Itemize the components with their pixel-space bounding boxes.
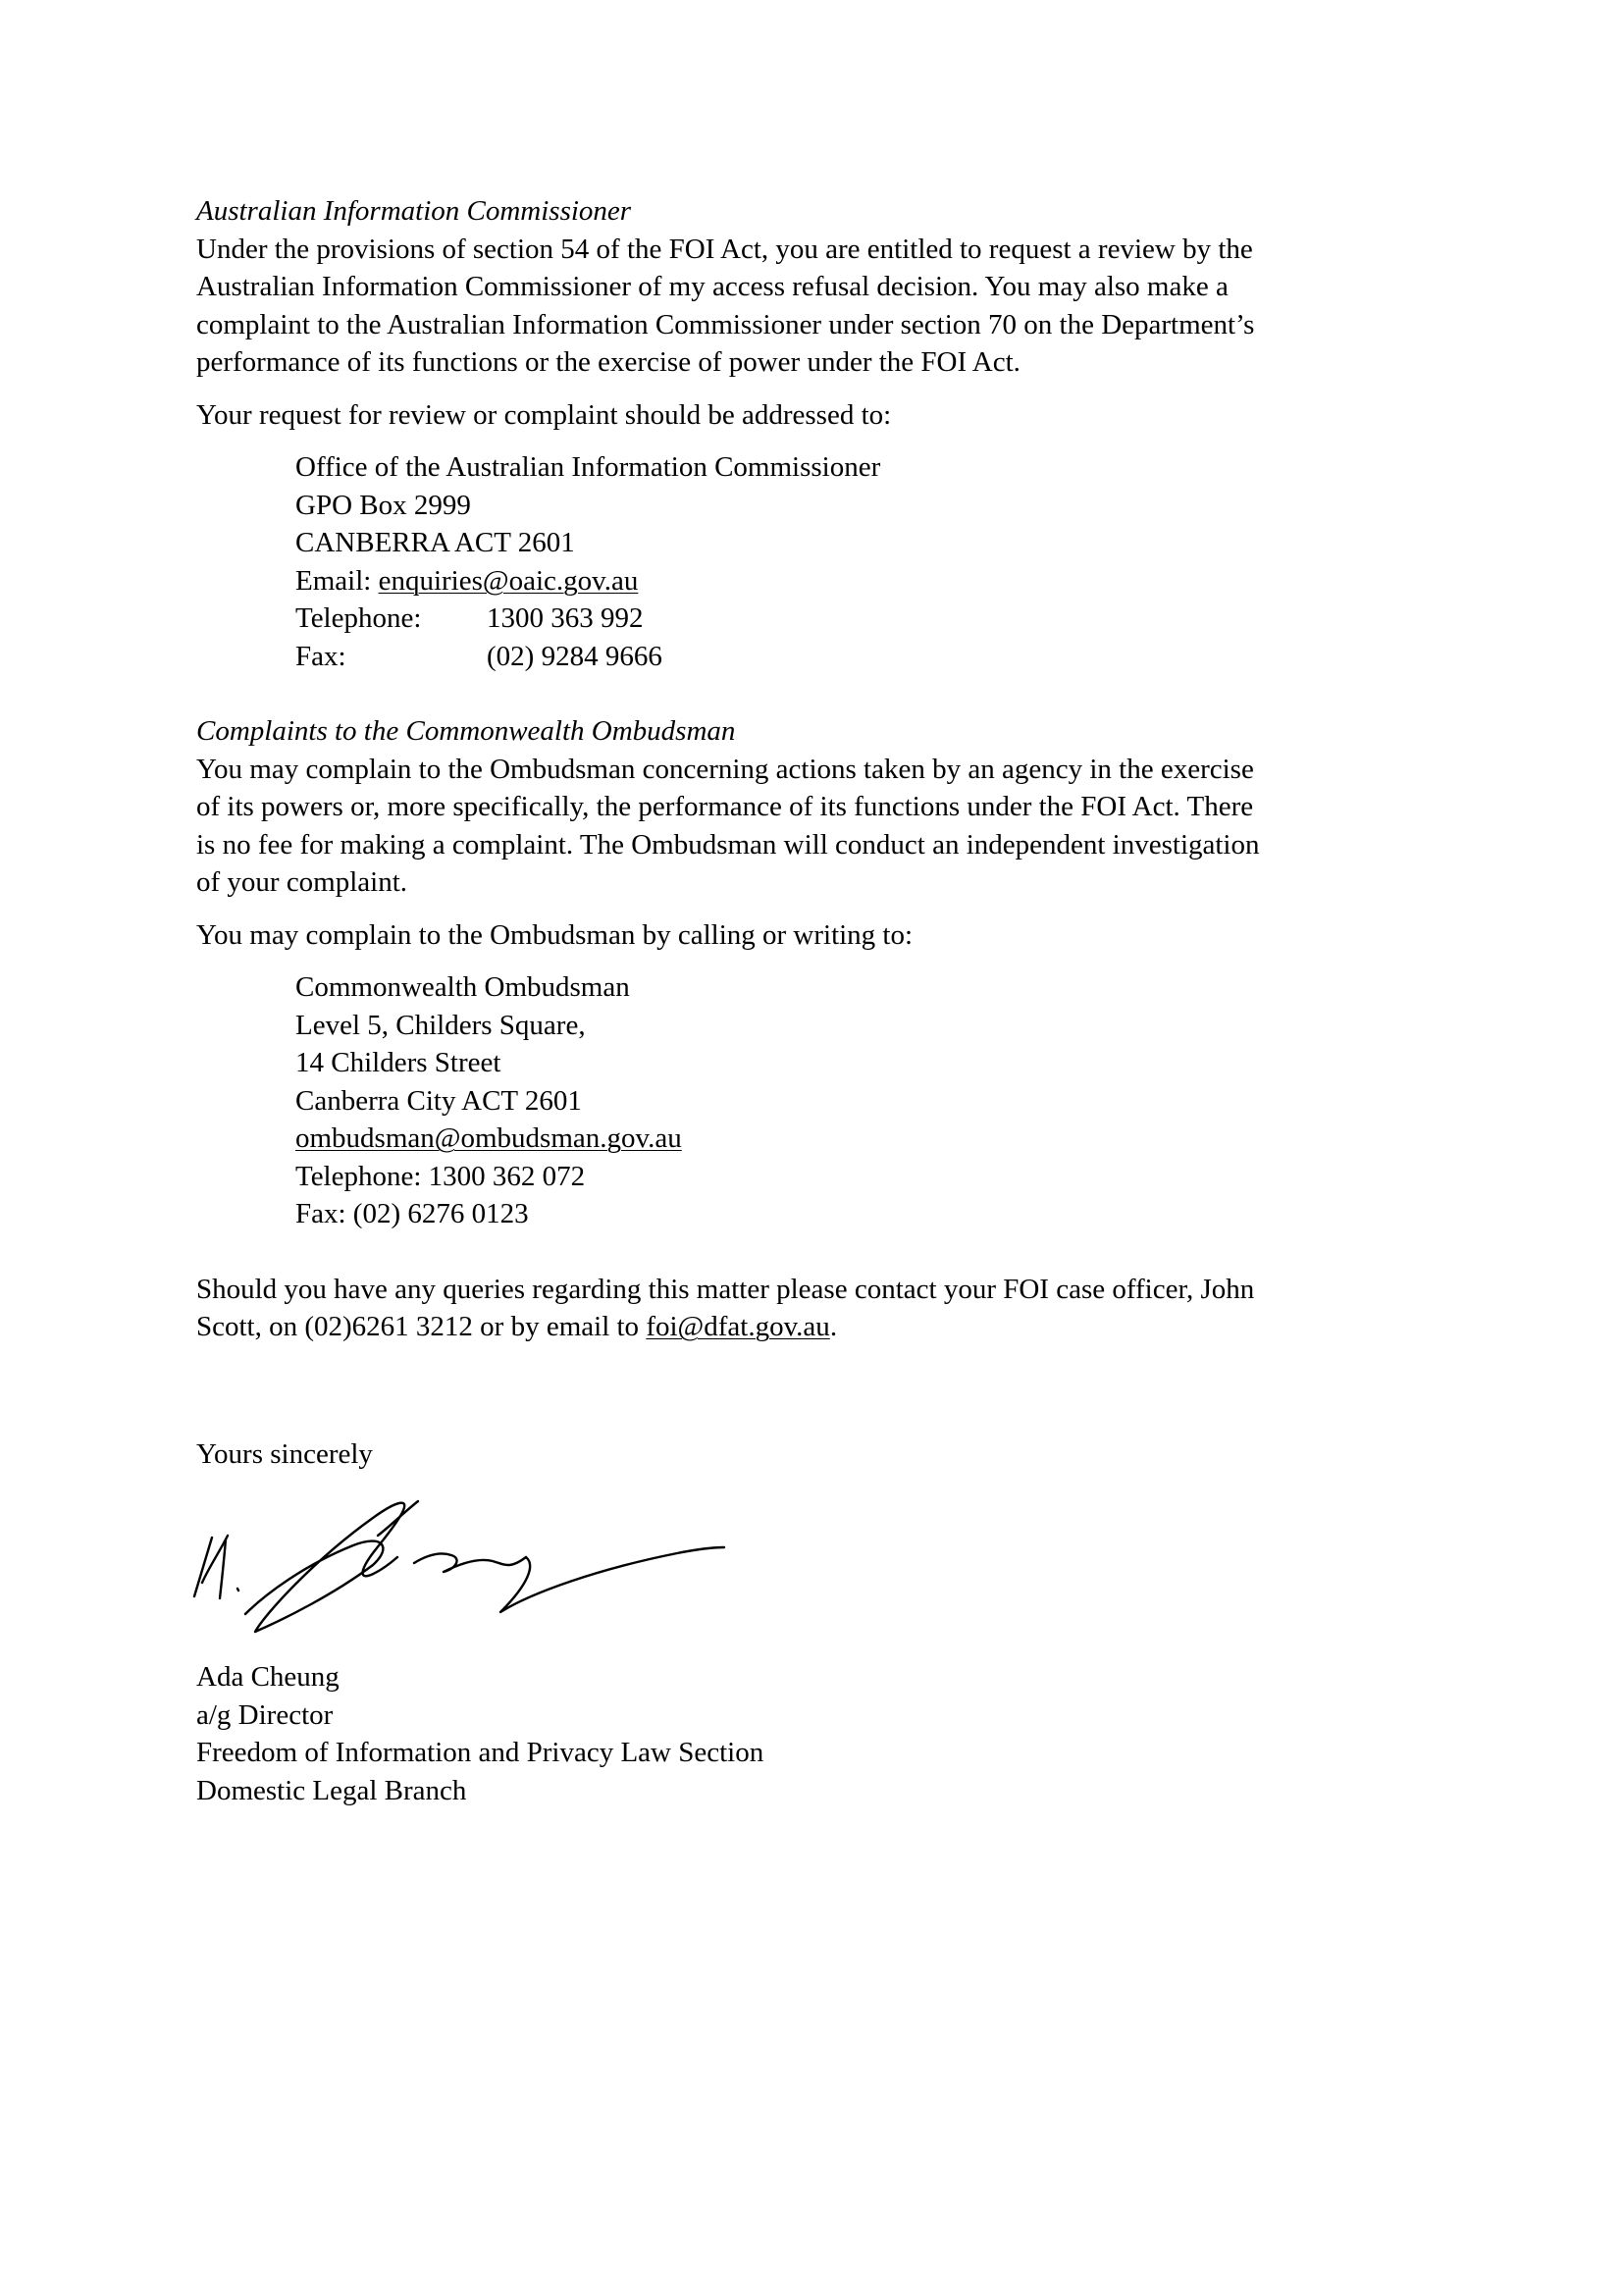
salutation: Yours sincerely	[196, 1438, 373, 1470]
queries-suffix: .	[829, 1311, 838, 1342]
oaic-line: Under the provisions of section 54 of the FOI Act, you are entitled to request a review by the	[196, 233, 1253, 265]
signatory-block	[196, 1658, 1079, 1809]
handwritten-signature	[186, 1467, 814, 1653]
signatory-branch: Domestic Legal Branch	[196, 1774, 467, 1806]
oaic-fax-row	[295, 638, 1452, 676]
ombudsman-line: is no fee for making a complaint. The Ombudsman will conduct an independent investigation	[196, 828, 1260, 861]
oaic-fax-label: Fax:	[295, 640, 346, 672]
oaic-line: performance of its functions or the exercise of power under the FOI Act.	[196, 346, 1021, 378]
signatory-section: Freedom of Information and Privacy Law Section	[196, 1737, 764, 1768]
oaic-email-label: Email:	[295, 564, 372, 597]
signatory-title: a/g Director	[196, 1698, 334, 1731]
ombudsman-org: Commonwealth Ombudsman	[295, 971, 630, 1003]
oaic-address-intro: Your request for review or complaint should be addressed to:	[196, 398, 892, 431]
oaic-box: GPO Box 2999	[295, 489, 471, 521]
queries-paragraph	[196, 1271, 1452, 1346]
ombudsman-line2: 14 Childers Street	[295, 1047, 501, 1078]
letter-body	[196, 192, 1452, 1346]
ombudsman-city: Canberra City ACT 2601	[295, 1084, 582, 1117]
ombudsman-line: You may complain to the Ombudsman concerning actions taken by an agency in the exercise	[196, 753, 1254, 785]
oaic-email-link[interactable]: enquiries@oaic.gov.au	[378, 564, 639, 597]
ombudsman-email-link[interactable]: ombudsman@ombudsman.gov.au	[295, 1122, 682, 1154]
ombudsman-paragraph	[196, 751, 1452, 902]
oaic-address-block	[196, 448, 1452, 675]
ombudsman-address-intro: You may complain to the Ombudsman by calling or writing to:	[196, 918, 914, 951]
oaic-phone-value: 1300 363 992	[487, 602, 644, 634]
ombudsman-line: of your complaint.	[196, 866, 408, 898]
ombudsman-line1: Level 5, Childers Square,	[295, 1009, 586, 1041]
ombudsman-phone: Telephone: 1300 362 072	[295, 1160, 586, 1192]
signatory-name: Ada Cheung	[196, 1661, 340, 1693]
ombudsman-address-block	[196, 968, 1452, 1233]
oaic-paragraph	[196, 231, 1452, 382]
queries-line: Should you have any queries regarding this matter please contact your FOI case officer, John	[196, 1273, 1255, 1305]
oaic-fax-value: (02) 9284 9666	[487, 640, 662, 672]
oaic-heading: Australian Information Commissioner	[196, 195, 632, 227]
oaic-line: Australian Information Commissioner of my access refusal decision. You may also make a	[196, 271, 1229, 302]
oaic-phone-row	[295, 600, 1452, 638]
oaic-line: complaint to the Australian Information Commissioner under section 70 on the Department’s	[196, 308, 1255, 340]
oaic-city: CANBERRA ACT 2601	[295, 527, 575, 558]
foi-email-link[interactable]: foi@dfat.gov.au	[646, 1311, 830, 1342]
ombudsman-line: of its powers or, more specifically, the performance of its functions under the FOI Act. There	[196, 791, 1254, 822]
ombudsman-heading: Complaints to the Commonwealth Ombudsman	[196, 715, 736, 747]
oaic-phone-label: Telephone:	[295, 602, 422, 634]
oaic-org: Office of the Australian Information Commissioner	[295, 451, 881, 483]
oaic-email-row	[295, 562, 1452, 600]
queries-line	[196, 1308, 1452, 1346]
queries-prefix: Scott, on (02)6261 3212 or by email to	[196, 1311, 647, 1342]
ombudsman-fax: Fax: (02) 6276 0123	[295, 1198, 529, 1229]
